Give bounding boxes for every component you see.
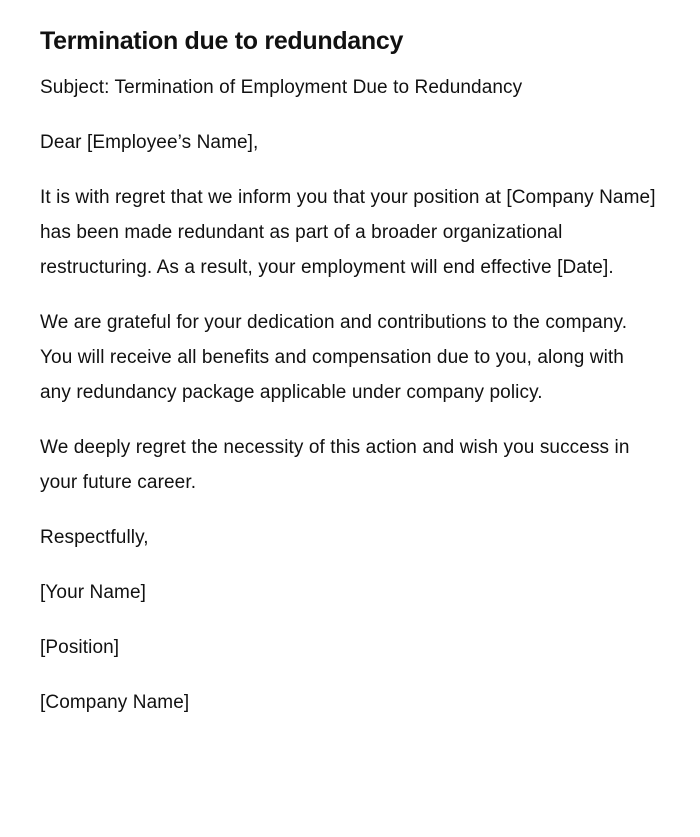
signature-company: [Company Name] <box>40 692 190 713</box>
body-paragraph-1: It is with regret that we inform you that your position at [Company Name] has been made redundant as part of a broader organizational restructuring. As a result, your employment will end effective [Date]. <box>40 187 656 278</box>
body-paragraph-2: We are grateful for your dedication and contributions to the company. You will receive all benefits and compensation due to you, along with any redundancy package applicable under company policy. <box>40 312 628 403</box>
signature-position: [Position] <box>40 637 120 658</box>
signature-name: [Your Name] <box>40 582 147 603</box>
closing: Respectfully, <box>40 527 149 548</box>
document-title: Termination due to redundancy <box>40 27 404 55</box>
subject-line: Subject: Termination of Employment Due to Redundancy <box>40 77 523 98</box>
salutation: Dear [Employee’s Name], <box>40 132 259 153</box>
body-paragraph-3: We deeply regret the necessity of this action and wish you success in your future career. <box>40 437 630 493</box>
